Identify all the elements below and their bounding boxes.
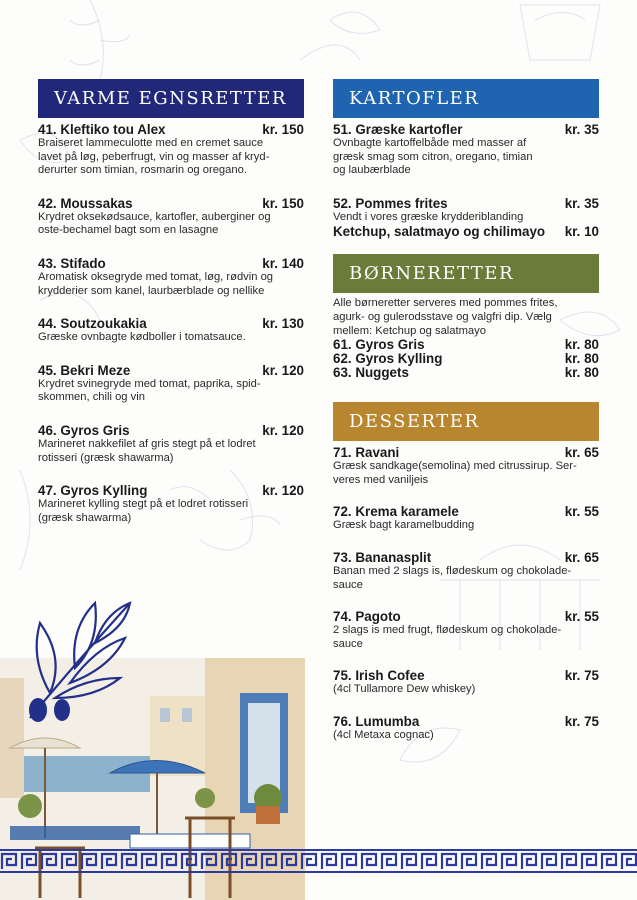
item-name: Ketchup, salatmayo og chilimayo	[333, 224, 546, 240]
item-description: Banan med 2 slags is, flødeskum og chokolade-	[333, 564, 572, 577]
item-price: kr. 35	[564, 195, 599, 211]
menu-item-63	[333, 366, 599, 380]
item-price: kr. 120	[262, 483, 304, 499]
item-price: kr. 65	[564, 549, 599, 565]
item-description: oste-bechamel bagt som en lasagne	[38, 224, 219, 237]
item-price: kr. 55	[564, 504, 599, 520]
item-name: 61. Gyros Gris	[333, 337, 425, 353]
menu-item-62	[333, 352, 599, 366]
menu-item-45	[38, 363, 304, 405]
item-price: kr. 55	[564, 609, 599, 625]
menu-item-44	[38, 316, 304, 345]
item-price: kr. 130	[262, 316, 304, 332]
item-name: 43. Stifado	[38, 255, 106, 271]
item-description: (4cl Metaxa cognac)	[333, 728, 434, 741]
item-description: Krydret oksekødsauce, kartofler, auberginer og	[38, 210, 271, 223]
menu-item-73	[333, 550, 599, 592]
item-name: 47. Gyros Kylling	[38, 483, 148, 499]
item-price: kr. 80	[564, 337, 599, 353]
item-description: (græsk shawarma)	[38, 511, 132, 524]
item-description: Braiseret lammeculotte med en cremet sauce	[38, 137, 264, 149]
item-price: kr. 10	[564, 224, 599, 240]
item-description: Græsk bagt karamelbudding	[333, 519, 475, 532]
menu-item-76	[333, 714, 599, 743]
item-description: Aromatisk oksegryde med tomat, løg, rødvin og	[38, 270, 274, 283]
item-description: skommen, chili og vin	[38, 391, 145, 404]
menu-item-51	[333, 122, 599, 178]
menu-item-52	[333, 196, 599, 240]
item-description: Græsk sandkage(semolina) med citrussirup. Ser-	[333, 460, 577, 473]
item-description: derurter som timian, rosmarin og oregano.	[38, 164, 247, 177]
item-description: lavet på løg, peberfrugt, vin og masser af kryd-	[38, 150, 270, 163]
greek-key-border	[0, 849, 637, 873]
intro-line: mellem: Ketchup og salatmayo	[333, 324, 486, 337]
item-price: kr. 75	[564, 668, 599, 684]
section-banner-varme-egnsretter	[38, 79, 304, 118]
item-name: 73. Bananasplit	[333, 549, 432, 565]
item-description: rotisseri (græsk shawarma)	[38, 451, 174, 464]
item-price: kr. 75	[564, 713, 599, 729]
item-name: 71. Ravani	[333, 445, 400, 461]
item-price: kr. 35	[564, 122, 599, 137]
intro-line: Alle børneretter serveres med pommes frites,	[333, 297, 558, 310]
kids-intro	[333, 297, 599, 338]
menu-item-47	[38, 483, 304, 525]
item-name: 75. Irish Cofee	[333, 668, 425, 684]
item-description: græsk smag som citron, oregano, timian	[333, 150, 533, 163]
menu-item-41	[38, 122, 304, 178]
intro-line: agurk- og gulerodsstave og valgfri dip. Vælg	[333, 310, 552, 323]
right-column	[333, 79, 599, 743]
dip-extra-row	[333, 224, 599, 239]
item-description: Vendt i vores græske krydderiblanding	[333, 210, 524, 223]
item-name: 42. Moussakas	[38, 195, 133, 211]
item-name: 76. Lumumba	[333, 713, 420, 729]
item-name: 62. Gyros Kylling	[333, 351, 443, 367]
item-description: sauce	[333, 637, 363, 650]
item-price: kr. 140	[262, 255, 304, 271]
section-banner-desserter	[333, 402, 599, 441]
section-title: VARME EGNSRETTER	[54, 88, 287, 109]
item-description: Marineret nakkefilet af gris stegt på et lodret	[38, 437, 256, 450]
item-description: veres med vaniljeis	[333, 473, 429, 486]
menu-item-74	[333, 609, 599, 651]
item-price: kr. 80	[564, 351, 599, 367]
menu-item-61	[333, 338, 599, 352]
menu-item-75	[333, 668, 599, 697]
item-name: 41. Kleftiko tou Alex	[38, 122, 166, 137]
item-description: Krydret svinegryde med tomat, paprika, spid-	[38, 377, 261, 390]
item-name: 46. Gyros Gris	[38, 422, 130, 438]
menu-item-42	[38, 196, 304, 238]
left-column	[38, 79, 304, 525]
item-description: Græske ovnbagte kødboller i tomatsauce.	[38, 331, 246, 344]
section-title: DESSERTER	[349, 411, 480, 433]
item-name: 51. Græske kartofler	[333, 122, 463, 137]
item-price: kr. 120	[262, 362, 304, 378]
item-name: 45. Bekri Meze	[38, 362, 131, 378]
menu-item-46	[38, 423, 304, 465]
item-price: kr. 150	[262, 122, 304, 137]
item-description: sauce	[333, 578, 363, 591]
item-description: 2 slags is med frugt, flødeskum og chokolade-	[333, 624, 562, 637]
item-price: kr. 150	[262, 195, 304, 211]
item-name: 63. Nuggets	[333, 365, 409, 381]
item-price: kr. 120	[262, 422, 304, 438]
item-description: Marineret kylling stegt på et lodret rotisseri	[38, 498, 249, 511]
item-description: (4cl Tullamore Dew whiskey)	[333, 683, 476, 696]
item-name: 72. Krema karamele	[333, 504, 459, 520]
item-description: Ovnbagte kartoffelbåde med masser af	[333, 137, 527, 149]
item-description: krydderier som kanel, laurbærblade og nellike	[38, 284, 265, 297]
section-banner-kartofler	[333, 79, 599, 118]
item-price: kr. 65	[564, 445, 599, 461]
menu-item-71	[333, 445, 599, 487]
menu-item-72	[333, 504, 599, 533]
item-name: 74. Pagoto	[333, 609, 401, 625]
section-banner-borneretter	[333, 254, 599, 293]
item-name: 44. Soutzoukakia	[38, 316, 147, 332]
item-name: 52. Pommes frites	[333, 195, 448, 211]
item-price: kr. 80	[564, 365, 599, 381]
section-title: KARTOFLER	[349, 88, 480, 109]
item-description: og laubærblade	[333, 164, 411, 177]
menu-item-43	[38, 256, 304, 298]
section-title: BØRNERETTER	[349, 263, 514, 285]
